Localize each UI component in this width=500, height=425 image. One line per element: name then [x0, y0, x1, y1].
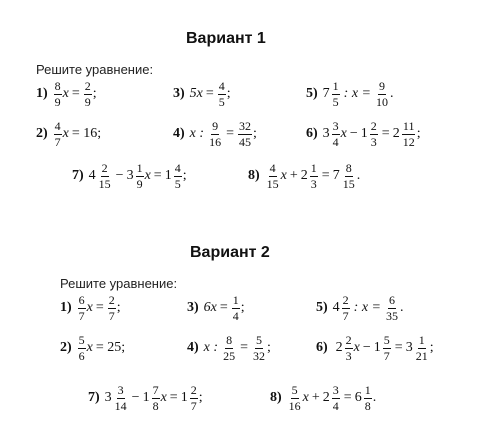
lhs-term: x : — [203, 340, 219, 356]
denominator: 12 — [402, 134, 415, 149]
variable: x — [353, 340, 360, 356]
plus-sign: + — [311, 390, 320, 406]
fraction — [370, 120, 378, 148]
equation-number: 7) — [88, 390, 100, 406]
equation-number: 3) — [187, 300, 199, 316]
mixed-number — [374, 334, 392, 362]
v1-equation-3 — [173, 80, 231, 108]
fraction — [310, 162, 318, 190]
division-part: : x = — [343, 86, 371, 102]
numerator: 9 — [379, 79, 385, 93]
equals-sign: = — [71, 86, 80, 102]
numerator: 4 — [269, 161, 276, 175]
denominator: 7 — [54, 134, 61, 149]
denominator: 15 — [266, 176, 279, 191]
denominator: 9 — [84, 94, 91, 109]
fraction — [136, 162, 144, 190]
variable: x — [160, 390, 167, 406]
variable: x — [62, 126, 69, 142]
variant-2-instruction: Решите уравнение: — [60, 276, 178, 291]
lhs-term: 6x — [203, 300, 217, 316]
numerator: 2 — [190, 383, 197, 397]
denominator: 15 — [342, 176, 355, 191]
fraction — [98, 162, 112, 190]
v2-equation-6 — [316, 334, 434, 362]
fraction — [190, 384, 198, 412]
whole-part: 7 — [332, 168, 340, 184]
whole-part: 1 — [180, 390, 188, 406]
fraction — [208, 120, 222, 148]
whole-part: 2 — [392, 126, 400, 142]
v2-equation-3 — [187, 294, 245, 322]
numerator: 8 — [226, 333, 233, 347]
equation-number: 1) — [60, 300, 72, 316]
variable: x — [86, 300, 93, 316]
numerator: 1 — [136, 161, 143, 175]
numerator: 7 — [152, 383, 159, 397]
fraction — [288, 384, 302, 412]
equation-number: 1) — [36, 86, 48, 102]
denominator: 10 — [376, 94, 388, 109]
terminator: . — [356, 168, 361, 184]
mixed-number — [143, 384, 161, 412]
fraction — [174, 162, 182, 190]
whole-part: 2 — [322, 390, 330, 406]
whole-part: 1 — [142, 390, 150, 406]
fraction — [364, 384, 372, 412]
variable: x — [302, 390, 309, 406]
fraction — [114, 384, 128, 412]
mixed-number — [361, 120, 379, 148]
denominator: 9 — [54, 94, 61, 109]
v1-equation-1 — [36, 80, 97, 108]
variable: x — [340, 126, 347, 142]
v2-equation-2 — [60, 334, 125, 362]
equation-number: 2) — [36, 126, 48, 142]
numerator: 5 — [383, 333, 390, 347]
whole-part: 2 — [300, 168, 308, 184]
numerator: 11 — [402, 119, 415, 133]
equation-number: 8) — [248, 168, 260, 184]
equals-sign: = — [240, 340, 248, 356]
numerator: 4 — [174, 161, 181, 175]
mixed-number — [323, 80, 341, 108]
variable: x — [86, 340, 93, 356]
variant-1-instruction: Решите уравнение: — [36, 62, 154, 77]
equation-number: 2) — [60, 340, 72, 356]
denominator: 9 — [136, 176, 143, 191]
denominator: 5 — [174, 176, 181, 191]
v1-equation-8 — [248, 162, 360, 190]
mixed-number — [406, 334, 430, 362]
denominator: 5 — [332, 94, 339, 109]
fraction — [402, 120, 416, 148]
denominator: 4 — [232, 308, 239, 323]
terminator: ; — [182, 168, 187, 184]
equation-number: 4) — [187, 340, 199, 356]
mixed-number — [393, 120, 417, 148]
mixed-number — [323, 384, 341, 412]
fraction — [342, 162, 356, 190]
denominator: 7 — [383, 348, 390, 363]
equation-number: 4) — [173, 126, 185, 142]
denominator: 3 — [310, 176, 317, 191]
equals-sign: = — [321, 168, 330, 184]
equation-number: 5) — [316, 300, 328, 316]
denominator: 7 — [190, 398, 197, 413]
v1-equation-7 — [72, 162, 187, 190]
mixed-number — [181, 384, 199, 412]
numerator: 1 — [232, 293, 239, 307]
equation-number: 7) — [72, 168, 84, 184]
mixed-number — [355, 384, 373, 412]
mixed-number — [336, 334, 354, 362]
denominator: 21 — [415, 348, 428, 363]
fraction — [252, 334, 266, 362]
v2-equation-1 — [60, 294, 121, 322]
fraction — [266, 162, 280, 190]
denominator: 8 — [364, 398, 371, 413]
numerator: 3 — [332, 383, 339, 397]
fraction — [332, 120, 340, 148]
numerator: 3 — [117, 383, 124, 397]
whole-part: 2 — [335, 340, 343, 356]
numerator: 3 — [332, 119, 339, 133]
denominator: 5 — [218, 94, 225, 109]
whole-part: 4 — [332, 300, 340, 316]
numerator: 8 — [54, 79, 61, 93]
equals-sign: = — [219, 300, 228, 316]
v1-equation-5 — [306, 80, 394, 108]
mixed-number — [333, 294, 351, 322]
mixed-number — [301, 162, 319, 190]
minus-sign: − — [362, 340, 371, 356]
fraction — [342, 294, 350, 322]
fraction — [345, 334, 353, 362]
mixed-number — [323, 120, 341, 148]
denominator: 14 — [114, 398, 127, 413]
fraction — [152, 384, 160, 412]
equation-number: 5) — [306, 86, 318, 102]
plus-sign: + — [289, 168, 298, 184]
fraction — [78, 334, 86, 362]
numerator: 5 — [291, 383, 298, 397]
whole-part: 3 — [126, 168, 134, 184]
numerator: 2 — [342, 293, 349, 307]
numerator: 6 — [78, 293, 85, 307]
variable: x — [62, 86, 69, 102]
denominator: 3 — [345, 348, 352, 363]
fraction — [238, 120, 252, 148]
lhs-term: x : — [189, 126, 205, 142]
fraction — [375, 80, 389, 108]
equals-sign: = — [394, 340, 403, 356]
denominator: 35 — [386, 308, 398, 323]
fraction — [54, 120, 62, 148]
fraction — [78, 294, 86, 322]
terminator: ; — [429, 340, 434, 356]
v1-equation-6 — [306, 120, 421, 148]
numerator: 1 — [418, 333, 425, 347]
terminator: ; — [226, 86, 231, 102]
numerator: 1 — [364, 383, 371, 397]
denominator: 15 — [98, 176, 111, 191]
mixed-number — [165, 162, 183, 190]
numerator: 4 — [218, 79, 225, 93]
terminator: ; — [116, 300, 121, 316]
v2-equation-4 — [187, 334, 271, 362]
whole-part: 3 — [322, 126, 330, 142]
whole-part: 3 — [405, 340, 413, 356]
rhs: = 16; — [71, 126, 102, 142]
fraction — [332, 80, 340, 108]
terminator: ; — [240, 300, 245, 316]
denominator: 16 — [288, 398, 301, 413]
variable: x — [144, 168, 151, 184]
equation-number: 8) — [270, 390, 282, 406]
denominator: 45 — [238, 134, 251, 149]
mixed-number — [105, 384, 129, 412]
equals-sign: = — [205, 86, 214, 102]
numerator: 6 — [389, 293, 395, 307]
v2-equation-8 — [270, 384, 376, 412]
numerator: 2 — [345, 333, 352, 347]
equals-sign: = — [226, 126, 234, 142]
variable: x — [280, 168, 287, 184]
mixed-number — [333, 162, 357, 190]
terminator: . — [390, 86, 394, 102]
terminator: . — [372, 390, 377, 406]
minus-sign: − — [131, 390, 140, 406]
fraction — [222, 334, 236, 362]
terminator: ; — [266, 340, 271, 356]
v1-equation-4 — [173, 120, 257, 148]
numerator: 2 — [84, 79, 91, 93]
denominator: 6 — [78, 348, 85, 363]
equation-number: 6) — [306, 126, 318, 142]
fraction — [54, 80, 62, 108]
minus-sign: − — [115, 168, 124, 184]
variant-2-title: Вариант 2 — [190, 244, 270, 261]
denominator: 16 — [209, 134, 222, 149]
numerator: 8 — [345, 161, 352, 175]
equals-sign: = — [95, 300, 104, 316]
numerator: 2 — [101, 161, 108, 175]
mixed-number — [89, 162, 113, 190]
whole-part: 1 — [360, 126, 368, 142]
mixed-number — [127, 162, 145, 190]
numerator: 5 — [255, 333, 262, 347]
denominator: 7 — [108, 308, 115, 323]
fraction — [332, 384, 340, 412]
fraction — [385, 294, 399, 322]
equation-number: 6) — [316, 340, 328, 356]
fraction — [108, 294, 116, 322]
equals-sign: = — [381, 126, 390, 142]
equation-number: 3) — [173, 86, 185, 102]
numerator: 9 — [212, 119, 219, 133]
terminator: ; — [198, 390, 203, 406]
denominator: 25 — [223, 348, 236, 363]
denominator: 4 — [332, 398, 339, 413]
denominator: 3 — [370, 134, 377, 149]
v2-equation-5 — [316, 294, 404, 322]
terminator: ; — [92, 86, 97, 102]
terminator: ; — [252, 126, 257, 142]
fraction — [218, 80, 226, 108]
whole-part: 7 — [322, 86, 330, 102]
denominator: 7 — [342, 308, 349, 323]
numerator: 5 — [78, 333, 85, 347]
whole-part: 4 — [88, 168, 96, 184]
numerator: 1 — [310, 161, 317, 175]
equals-sign: = — [153, 168, 162, 184]
lhs-term: 5x — [189, 86, 203, 102]
fraction — [383, 334, 391, 362]
v1-equation-2 — [36, 120, 101, 148]
numerator: 2 — [108, 293, 115, 307]
whole-part: 1 — [164, 168, 172, 184]
rhs: = 25; — [95, 340, 126, 356]
whole-part: 6 — [354, 390, 362, 406]
variant-1-title: Вариант 1 — [186, 30, 266, 47]
terminator: . — [400, 300, 404, 316]
numerator: 2 — [370, 119, 377, 133]
minus-sign: − — [349, 126, 358, 142]
fraction — [232, 294, 240, 322]
whole-part: 1 — [373, 340, 381, 356]
numerator: 1 — [332, 79, 339, 93]
fraction — [415, 334, 429, 362]
fraction — [84, 80, 92, 108]
denominator: 32 — [252, 348, 265, 363]
equals-sign: = — [169, 390, 178, 406]
denominator: 4 — [332, 134, 339, 149]
division-part: : x = — [353, 300, 381, 316]
numerator: 4 — [54, 119, 61, 133]
v2-equation-7 — [88, 384, 203, 412]
equals-sign: = — [343, 390, 352, 406]
denominator: 7 — [78, 308, 85, 323]
denominator: 8 — [152, 398, 159, 413]
whole-part: 3 — [104, 390, 112, 406]
numerator: 32 — [238, 119, 251, 133]
terminator: ; — [416, 126, 421, 142]
